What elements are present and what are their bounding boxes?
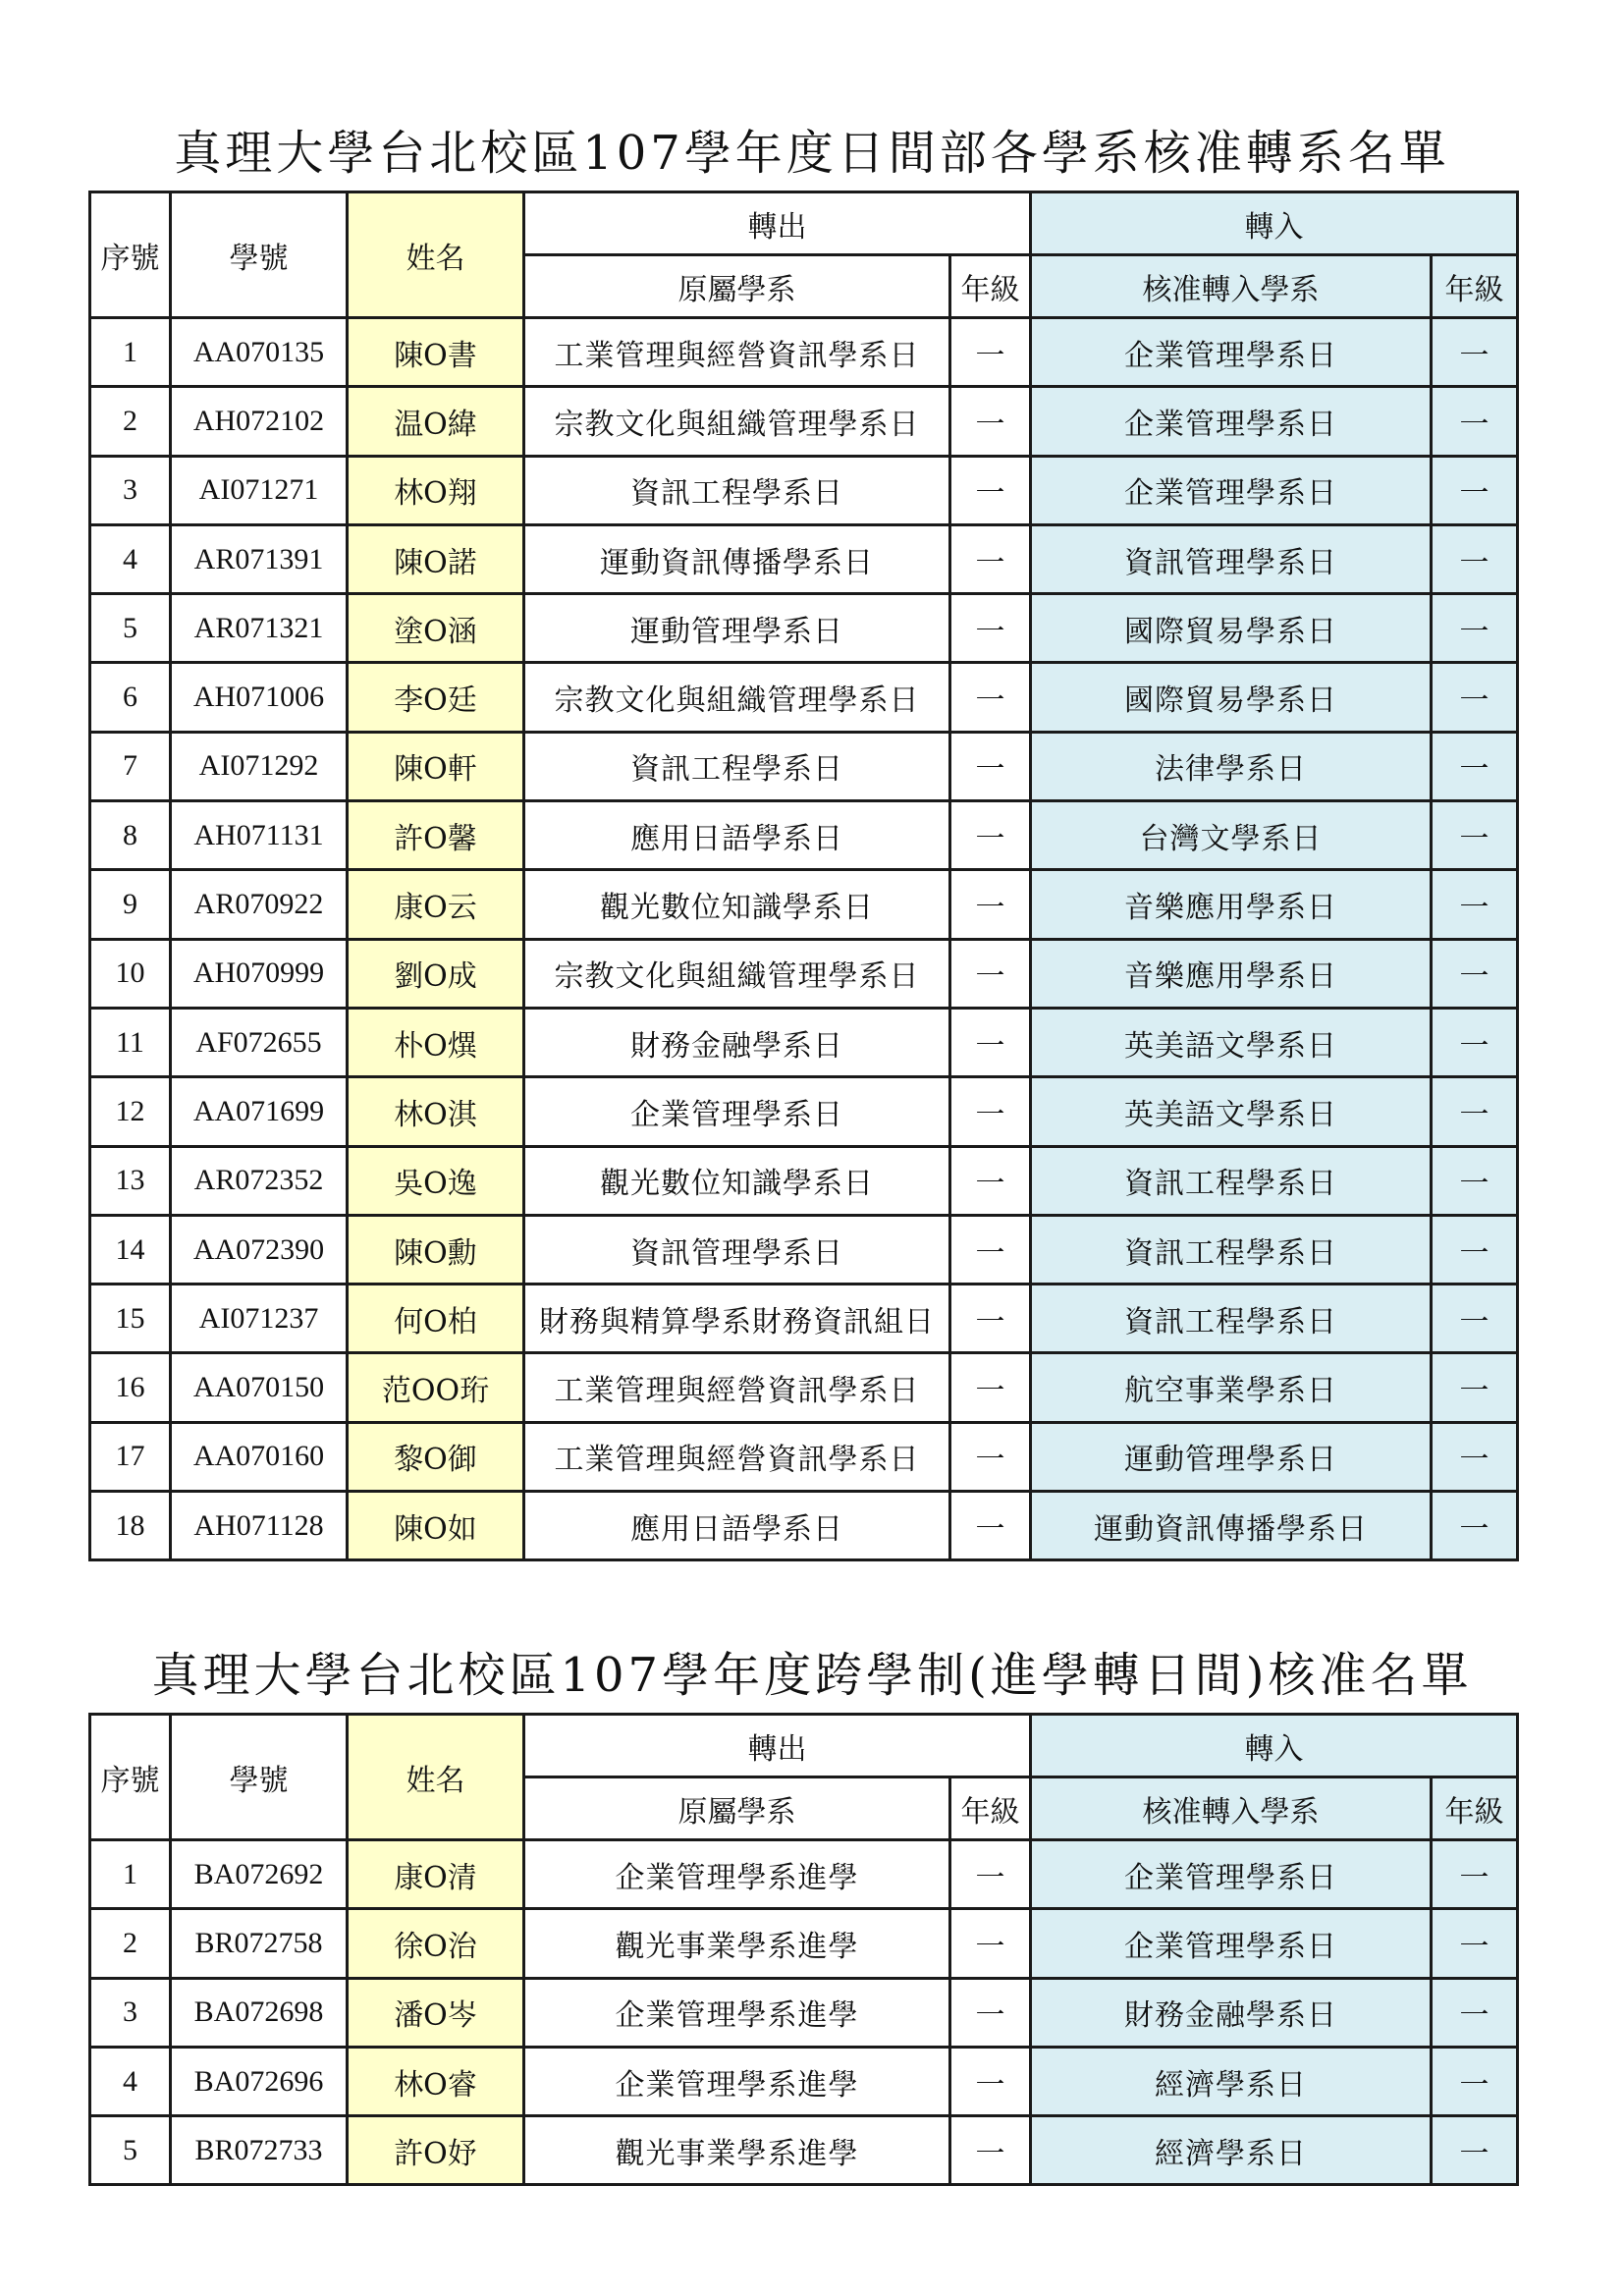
cell-approved-dept: 音樂應用學系日 <box>1031 870 1432 939</box>
cell-approved-dept: 運動管理學系日 <box>1031 1422 1432 1491</box>
cell-original-dept: 宗教文化與組織管理學系日 <box>524 663 950 732</box>
cell-student-id: BA072692 <box>171 1840 348 1909</box>
cell-approved-dept: 台灣文學系日 <box>1031 801 1432 870</box>
cell-approved-dept: 資訊管理學系日 <box>1031 524 1432 593</box>
cell-student-id: AR071321 <box>171 594 348 663</box>
cell-name: 康O清 <box>348 1840 524 1909</box>
cell-name: 陳O如 <box>348 1492 524 1560</box>
header-seq: 序號 <box>90 1715 171 1840</box>
cell-grade-in: 一 <box>1432 1146 1518 1215</box>
cell-student-id: AH070999 <box>171 939 348 1008</box>
table-row <box>90 1215 1518 1284</box>
cell-grade-in: 一 <box>1432 2116 1518 2185</box>
cell-grade-out: 一 <box>950 1215 1031 1284</box>
table1-title: 真理大學台北校區107學年度日間部各學系核准轉系名單 <box>174 126 1450 181</box>
cell-seq: 3 <box>90 456 171 524</box>
cell-seq: 15 <box>90 1285 171 1353</box>
cell-name: 許O馨 <box>348 801 524 870</box>
cell-original-dept: 運動資訊傳播學系日 <box>524 524 950 593</box>
cell-grade-in: 一 <box>1432 1492 1518 1560</box>
cell-grade-out: 一 <box>950 1909 1031 1978</box>
cell-seq: 13 <box>90 1146 171 1215</box>
cell-approved-dept: 企業管理學系日 <box>1031 1840 1432 1909</box>
header-approved-dept: 核准轉入學系 <box>1031 1777 1432 1840</box>
cell-name: 李O廷 <box>348 663 524 732</box>
cell-grade-out: 一 <box>950 1978 1031 2047</box>
table1-body <box>90 318 1518 1560</box>
cell-original-dept: 觀光數位知識學系日 <box>524 870 950 939</box>
table-row <box>90 1077 1518 1146</box>
cell-name: 陳O勳 <box>348 1215 524 1284</box>
cell-original-dept: 企業管理學系進學 <box>524 1840 950 1909</box>
table2-body <box>90 1840 1518 2185</box>
cell-original-dept: 資訊工程學系日 <box>524 456 950 524</box>
cell-grade-in: 一 <box>1432 939 1518 1008</box>
header-transfer-in: 轉入 <box>1031 192 1518 255</box>
table-row <box>90 1146 1518 1215</box>
cell-original-dept: 資訊工程學系日 <box>524 732 950 800</box>
cell-seq: 3 <box>90 1978 171 2047</box>
cell-seq: 12 <box>90 1077 171 1146</box>
cell-original-dept: 應用日語學系日 <box>524 801 950 870</box>
cell-grade-out: 一 <box>950 387 1031 456</box>
cell-student-id: AA070150 <box>171 1353 348 1422</box>
cell-name: 陳O諾 <box>348 524 524 593</box>
cell-grade-in: 一 <box>1432 456 1518 524</box>
cell-original-dept: 財務與精算學系財務資訊組日 <box>524 1285 950 1353</box>
cell-grade-out: 一 <box>950 939 1031 1008</box>
cell-name: 陳O軒 <box>348 732 524 800</box>
cell-seq: 5 <box>90 2116 171 2185</box>
cell-grade-in: 一 <box>1432 1215 1518 1284</box>
cell-approved-dept: 企業管理學系日 <box>1031 1909 1432 1978</box>
header-student-id: 學號 <box>171 192 348 318</box>
cell-student-id: AR072352 <box>171 1146 348 1215</box>
cell-original-dept: 工業管理與經營資訊學系日 <box>524 1353 950 1422</box>
table-row <box>90 939 1518 1008</box>
header-seq: 序號 <box>90 192 171 318</box>
cell-grade-out: 一 <box>950 663 1031 732</box>
cell-seq: 17 <box>90 1422 171 1491</box>
transfer-table-evening-to-day <box>88 1713 1519 2186</box>
cell-original-dept: 工業管理與經營資訊學系日 <box>524 318 950 387</box>
cell-name: 黎O御 <box>348 1422 524 1491</box>
cell-approved-dept: 英美語文學系日 <box>1031 1077 1432 1146</box>
cell-name: 徐O治 <box>348 1909 524 1978</box>
cell-name: 康O云 <box>348 870 524 939</box>
cell-original-dept: 企業管理學系日 <box>524 1077 950 1146</box>
cell-original-dept: 觀光數位知識學系日 <box>524 1146 950 1215</box>
header-grade-out: 年級 <box>950 1777 1031 1840</box>
cell-student-id: AH071006 <box>171 663 348 732</box>
header-grade-in: 年級 <box>1432 255 1518 318</box>
table-row <box>90 1008 1518 1076</box>
cell-student-id: AH071128 <box>171 1492 348 1560</box>
cell-name: 潘O岑 <box>348 1978 524 2047</box>
cell-original-dept: 企業管理學系進學 <box>524 2047 950 2115</box>
cell-grade-in: 一 <box>1432 1353 1518 1422</box>
cell-name: 林O睿 <box>348 2047 524 2115</box>
cell-name: 温O緯 <box>348 387 524 456</box>
cell-grade-out: 一 <box>950 1422 1031 1491</box>
cell-seq: 9 <box>90 870 171 939</box>
transfer-table-day <box>88 191 1519 1561</box>
table-row <box>90 1422 1518 1491</box>
header-original-dept: 原屬學系 <box>524 1777 950 1840</box>
cell-seq: 5 <box>90 594 171 663</box>
cell-grade-out: 一 <box>950 870 1031 939</box>
cell-original-dept: 財務金融學系日 <box>524 1008 950 1076</box>
header-grade-in: 年級 <box>1432 1777 1518 1840</box>
cell-grade-out: 一 <box>950 732 1031 800</box>
cell-grade-out: 一 <box>950 2047 1031 2115</box>
cell-approved-dept: 運動資訊傳播學系日 <box>1031 1492 1432 1560</box>
cell-grade-out: 一 <box>950 456 1031 524</box>
cell-name: 林O翔 <box>348 456 524 524</box>
cell-grade-out: 一 <box>950 1492 1031 1560</box>
cell-grade-out: 一 <box>950 1285 1031 1353</box>
cell-approved-dept: 音樂應用學系日 <box>1031 939 1432 1008</box>
table-row <box>90 594 1518 663</box>
cell-student-id: BR072758 <box>171 1909 348 1978</box>
cell-seq: 2 <box>90 387 171 456</box>
cell-original-dept: 運動管理學系日 <box>524 594 950 663</box>
cell-seq: 2 <box>90 1909 171 1978</box>
cell-name: 陳O書 <box>348 318 524 387</box>
cell-name: 何O柏 <box>348 1285 524 1353</box>
cell-approved-dept: 國際貿易學系日 <box>1031 663 1432 732</box>
cell-original-dept: 宗教文化與組織管理學系日 <box>524 387 950 456</box>
cell-name: 林O淇 <box>348 1077 524 1146</box>
cell-grade-in: 一 <box>1432 2047 1518 2115</box>
table-row <box>90 1840 1518 1909</box>
cell-grade-out: 一 <box>950 1353 1031 1422</box>
header-transfer-out: 轉出 <box>524 1715 1031 1777</box>
cell-grade-out: 一 <box>950 1146 1031 1215</box>
cell-seq: 1 <box>90 318 171 387</box>
cell-seq: 7 <box>90 732 171 800</box>
cell-original-dept: 觀光事業學系進學 <box>524 1909 950 1978</box>
cell-name: 朴O熼 <box>348 1008 524 1076</box>
header-transfer-out: 轉出 <box>524 192 1031 255</box>
cell-seq: 6 <box>90 663 171 732</box>
cell-student-id: AI071237 <box>171 1285 348 1353</box>
cell-student-id: AA070160 <box>171 1422 348 1491</box>
cell-student-id: BA072696 <box>171 2047 348 2115</box>
cell-student-id: AA072390 <box>171 1215 348 1284</box>
table-row <box>90 1353 1518 1422</box>
cell-name: 吳O逸 <box>348 1146 524 1215</box>
header-approved-dept: 核准轉入學系 <box>1031 255 1432 318</box>
cell-grade-in: 一 <box>1432 663 1518 732</box>
table-row <box>90 870 1518 939</box>
cell-grade-out: 一 <box>950 318 1031 387</box>
cell-student-id: BR072733 <box>171 2116 348 2185</box>
table-row <box>90 2047 1518 2115</box>
cell-grade-in: 一 <box>1432 1285 1518 1353</box>
cell-seq: 18 <box>90 1492 171 1560</box>
cell-student-id: AR070922 <box>171 870 348 939</box>
cell-seq: 8 <box>90 801 171 870</box>
cell-name: 劉O成 <box>348 939 524 1008</box>
cell-approved-dept: 國際貿易學系日 <box>1031 594 1432 663</box>
cell-student-id: AF072655 <box>171 1008 348 1076</box>
cell-student-id: AR071391 <box>171 524 348 593</box>
cell-approved-dept: 航空事業學系日 <box>1031 1353 1432 1422</box>
header-original-dept: 原屬學系 <box>524 255 950 318</box>
cell-name: 塗O涵 <box>348 594 524 663</box>
table-row <box>90 2116 1518 2185</box>
table-row <box>90 1492 1518 1560</box>
cell-name: 范OO珩 <box>348 1353 524 1422</box>
cell-approved-dept: 企業管理學系日 <box>1031 456 1432 524</box>
cell-student-id: AA071699 <box>171 1077 348 1146</box>
cell-grade-out: 一 <box>950 1008 1031 1076</box>
table2-title: 真理大學台北校區107學年度跨學制(進學轉日間)核准名單 <box>151 1648 1473 1703</box>
table-row <box>90 318 1518 387</box>
table-row <box>90 732 1518 800</box>
cell-seq: 4 <box>90 524 171 593</box>
cell-approved-dept: 法律學系日 <box>1031 732 1432 800</box>
cell-original-dept: 應用日語學系日 <box>524 1492 950 1560</box>
table-row <box>90 524 1518 593</box>
cell-grade-out: 一 <box>950 2116 1031 2185</box>
cell-grade-in: 一 <box>1432 1978 1518 2047</box>
cell-original-dept: 觀光事業學系進學 <box>524 2116 950 2185</box>
cell-original-dept: 宗教文化與組織管理學系日 <box>524 939 950 1008</box>
cell-seq: 4 <box>90 2047 171 2115</box>
table-row <box>90 663 1518 732</box>
cell-approved-dept: 資訊工程學系日 <box>1031 1146 1432 1215</box>
cell-grade-in: 一 <box>1432 524 1518 593</box>
cell-grade-out: 一 <box>950 524 1031 593</box>
cell-student-id: AA070135 <box>171 318 348 387</box>
cell-seq: 14 <box>90 1215 171 1284</box>
header-name: 姓名 <box>348 1715 524 1840</box>
table-row <box>90 1909 1518 1978</box>
cell-original-dept: 企業管理學系進學 <box>524 1978 950 2047</box>
cell-grade-in: 一 <box>1432 1422 1518 1491</box>
cell-seq: 16 <box>90 1353 171 1422</box>
cell-grade-out: 一 <box>950 1077 1031 1146</box>
cell-approved-dept: 經濟學系日 <box>1031 2116 1432 2185</box>
cell-seq: 10 <box>90 939 171 1008</box>
cell-original-dept: 工業管理與經營資訊學系日 <box>524 1422 950 1491</box>
cell-grade-in: 一 <box>1432 870 1518 939</box>
cell-grade-in: 一 <box>1432 1008 1518 1076</box>
table-row <box>90 387 1518 456</box>
cell-name: 許O妤 <box>348 2116 524 2185</box>
cell-approved-dept: 資訊工程學系日 <box>1031 1285 1432 1353</box>
cell-student-id: AH072102 <box>171 387 348 456</box>
cell-student-id: AI071271 <box>171 456 348 524</box>
table-row <box>90 456 1518 524</box>
cell-grade-in: 一 <box>1432 387 1518 456</box>
header-transfer-in: 轉入 <box>1031 1715 1518 1777</box>
cell-grade-in: 一 <box>1432 801 1518 870</box>
cell-approved-dept: 企業管理學系日 <box>1031 318 1432 387</box>
cell-grade-out: 一 <box>950 1840 1031 1909</box>
cell-student-id: AH071131 <box>171 801 348 870</box>
table-row <box>90 1285 1518 1353</box>
table-row <box>90 801 1518 870</box>
cell-approved-dept: 財務金融學系日 <box>1031 1978 1432 2047</box>
cell-grade-in: 一 <box>1432 732 1518 800</box>
cell-original-dept: 資訊管理學系日 <box>524 1215 950 1284</box>
header-student-id: 學號 <box>171 1715 348 1840</box>
header-grade-out: 年級 <box>950 255 1031 318</box>
cell-grade-in: 一 <box>1432 1840 1518 1909</box>
cell-seq: 1 <box>90 1840 171 1909</box>
cell-student-id: BA072698 <box>171 1978 348 2047</box>
cell-grade-in: 一 <box>1432 1909 1518 1978</box>
cell-approved-dept: 資訊工程學系日 <box>1031 1215 1432 1284</box>
cell-grade-out: 一 <box>950 801 1031 870</box>
cell-approved-dept: 企業管理學系日 <box>1031 387 1432 456</box>
cell-grade-in: 一 <box>1432 594 1518 663</box>
cell-grade-in: 一 <box>1432 318 1518 387</box>
cell-seq: 11 <box>90 1008 171 1076</box>
table-row <box>90 1978 1518 2047</box>
cell-student-id: AI071292 <box>171 732 348 800</box>
cell-approved-dept: 經濟學系日 <box>1031 2047 1432 2115</box>
cell-grade-in: 一 <box>1432 1077 1518 1146</box>
header-name: 姓名 <box>348 192 524 318</box>
cell-approved-dept: 英美語文學系日 <box>1031 1008 1432 1076</box>
cell-grade-out: 一 <box>950 594 1031 663</box>
